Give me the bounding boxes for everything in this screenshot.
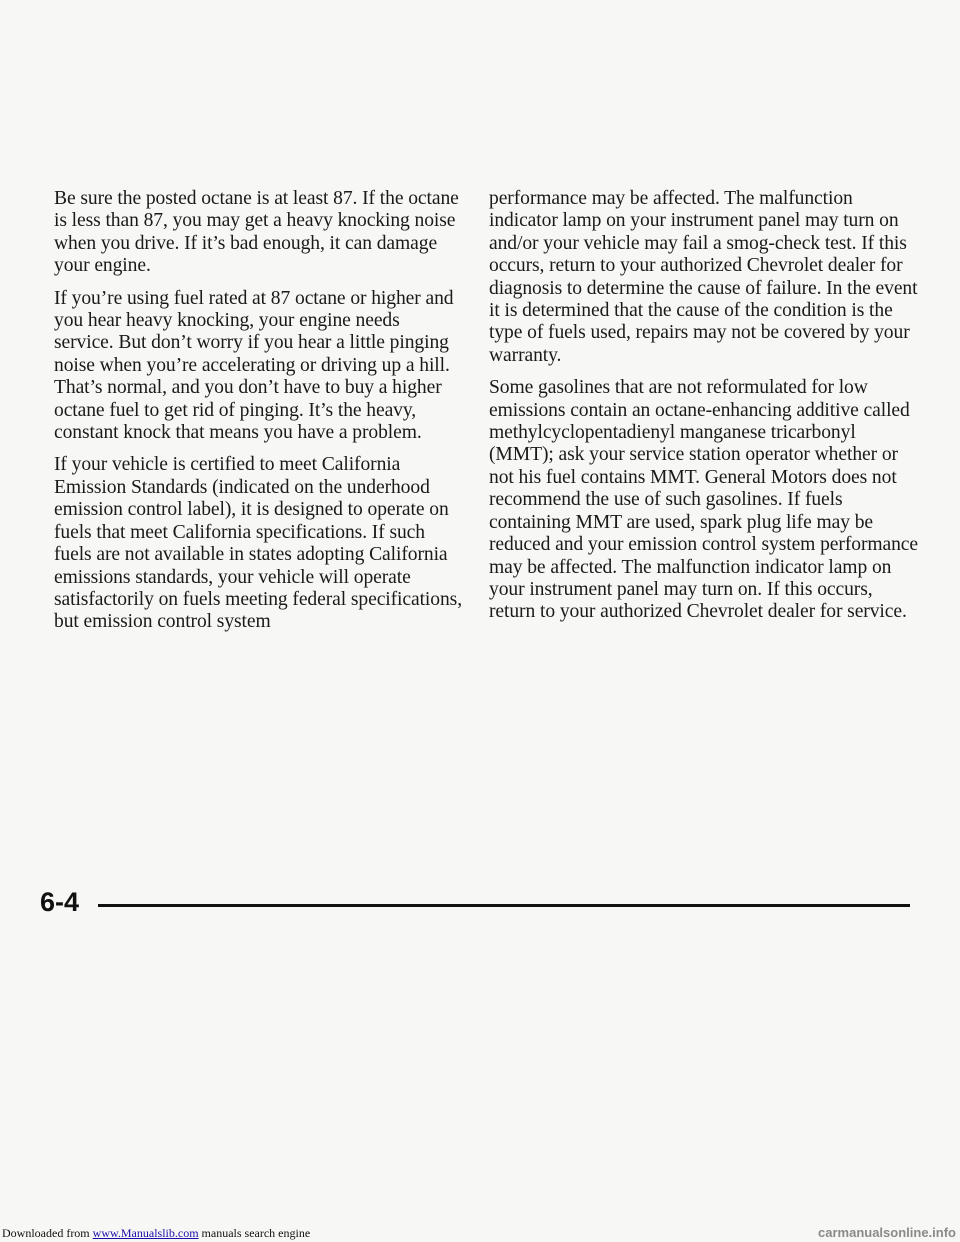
banner-prefix: Downloaded from xyxy=(2,1226,93,1240)
paragraph-knocking: If you’re using fuel rated at 87 octane or higher and you hear heavy knocking, your engine needs service. But don’t worry if you hear a little pinging noise when you’re accelerating or driving up a hill. That’s normal, and you don’t have to buy a higher octane fuel to get rid of pinging. It’s the heavy, constant knock that means you have a problem. xyxy=(54,287,454,444)
paragraph-california-emission: If your vehicle is certified to meet California Emission Standards (indicated on the underhood emission control label), it is designed to operate on fuels that meet California specifications. If such fuels are not available in states adopting California emissions standards, your vehicle will operate satisfactorily on fuels meeting federal specifications, but emission control system xyxy=(54,454,462,633)
manualslib-link[interactable]: www.Manualslib.com xyxy=(92,1226,199,1240)
paragraph-octane-minimum: Be sure the posted octane is at least 87. If the octane is less than 87, you may get a heavy knocking noise when you drive. If it’s bad enough, it can damage your engine. xyxy=(54,188,459,277)
left-column xyxy=(54,188,464,644)
footer-rule xyxy=(98,904,910,907)
banner-suffix: manuals search engine xyxy=(198,1226,311,1240)
paragraph-mmt: Some gasolines that are not reformulated for low emissions contain an octane-enhancing additive called methylcyclopentadienyl manganese tricarbonyl (MMT); ask your service station operator whether or not his fuel contains MMT. General Motors does not recommend the use of such gasolines. If fuels containing MMT are used, spark plug life may be reduced and your emission control system performance may be affected. The malfunction indicator lamp on your instrument panel may turn on. If this occurs, return to your authorized Chevrolet dealer for service. xyxy=(489,377,918,623)
page-number: 6-4 xyxy=(40,887,80,917)
banner-text xyxy=(2,1224,310,1242)
watermark-text: carmanualsonline.info xyxy=(818,1225,956,1240)
paragraph-performance: performance may be affected. The malfunction indicator lamp on your instrument panel may turn on and/or your vehicle may fail a smog-check test. If this occurs, return to your authorized Chevrolet dealer for diagnosis to determine the cause of failure. In the event it is determined that the cause of the condition is the type of fuels used, repairs may not be covered by your warranty. xyxy=(489,188,918,366)
download-banner xyxy=(0,1224,960,1242)
page-footer xyxy=(40,887,910,917)
right-column xyxy=(489,188,919,634)
